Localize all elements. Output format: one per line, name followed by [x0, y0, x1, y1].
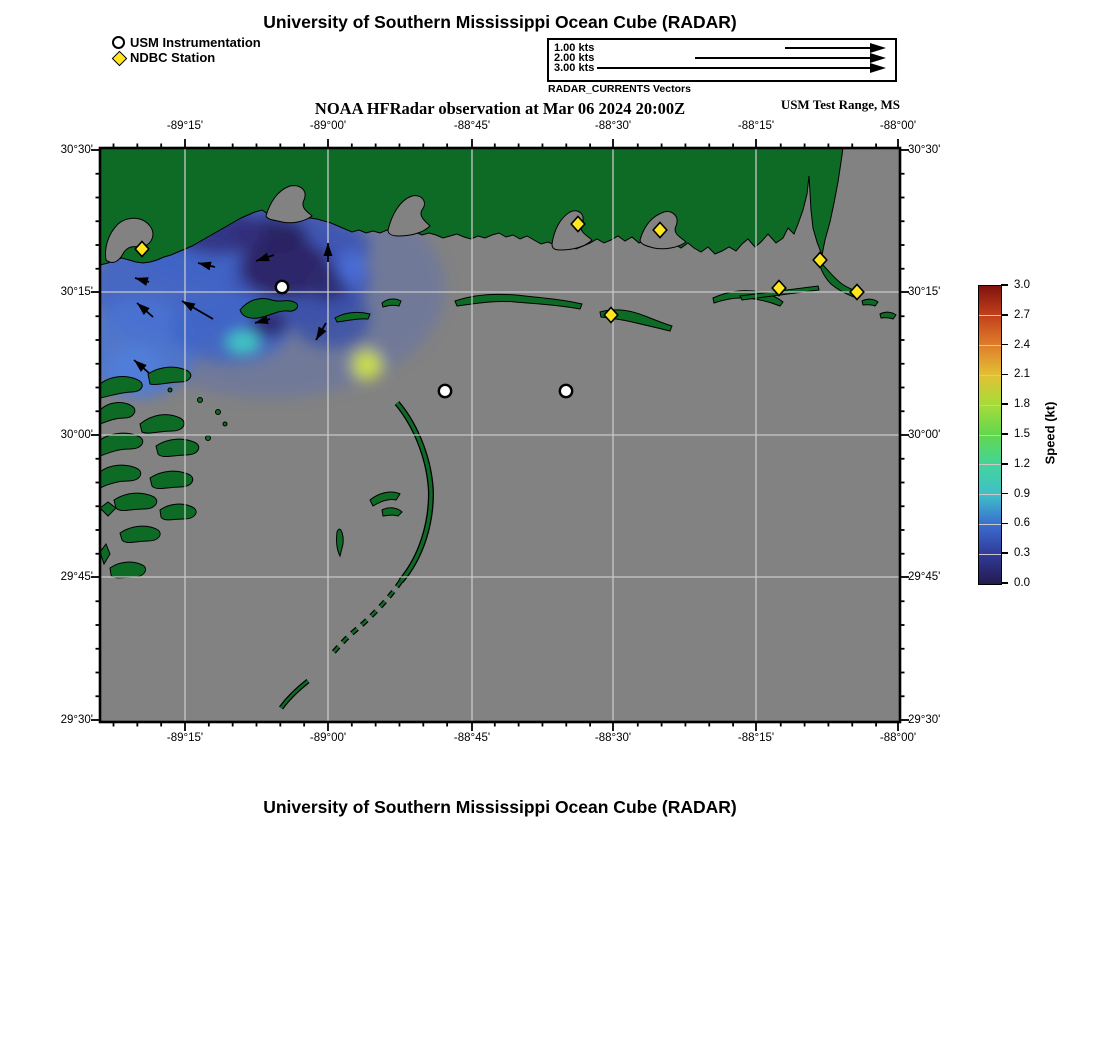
speed-colorbar — [978, 285, 1002, 585]
usm-instrumentation-marker — [276, 281, 288, 293]
bottom-title: University of Southern Mississippi Ocean Cube (RADAR) — [263, 797, 737, 817]
colorbar-tick-label: 0.9 — [1014, 487, 1030, 500]
legend-usm-label: USM Instrumentation — [130, 35, 261, 50]
colorbar-separator — [979, 524, 1001, 525]
y-axis-label-right: 30°00' — [908, 429, 941, 441]
page-title: University of Southern Mississippi Ocean Cube (RADAR) — [263, 12, 737, 32]
x-axis-label-bottom: -88°00' — [879, 732, 917, 744]
y-axis-label-right: 30°30' — [908, 144, 941, 156]
x-axis-label-bottom: -88°30' — [594, 732, 632, 744]
colorbar-tick-label: 0.6 — [1014, 517, 1030, 530]
colorbar-tick — [1001, 552, 1008, 554]
y-axis-label-right: 30°15' — [908, 286, 941, 298]
speed-blob — [227, 332, 259, 352]
colorbar-title: Speed (kt) — [1042, 401, 1058, 465]
island — [862, 299, 878, 306]
colorbar-separator — [979, 435, 1001, 436]
colorbar-separator — [979, 405, 1001, 406]
colorbar-tick — [1001, 344, 1008, 346]
colorbar-tick-label: 0.0 — [1014, 577, 1030, 589]
colorbar-tick-label: 2.1 — [1014, 368, 1030, 381]
usm-instrumentation-marker — [439, 385, 451, 397]
usm-instrumentation-marker — [560, 385, 572, 397]
colorbar-separator — [979, 315, 1001, 316]
vector-scale-label: 1.00 kts — [554, 42, 595, 54]
colorbar-tick — [1001, 493, 1008, 495]
colorbar-tick — [1001, 314, 1008, 316]
x-axis-label-top: -89°00' — [309, 120, 347, 132]
colorbar-tick-label: 2.7 — [1014, 308, 1030, 321]
y-axis-label-left: 30°15' — [60, 286, 93, 298]
colorbar-tick-label: 1.8 — [1014, 398, 1030, 411]
observation-subtitle: NOAA HFRadar observation at Mar 06 2024 20:00Z — [314, 99, 686, 118]
colorbar-tick-label: 0.3 — [1014, 547, 1030, 560]
x-axis-label-bottom: -88°45' — [453, 732, 491, 744]
colorbar-tick — [1001, 463, 1008, 465]
test-range-label: USM Test Range, MS — [780, 97, 900, 112]
x-axis-label-top: -88°30' — [594, 120, 632, 132]
vector-scale-label: 3.00 kts — [554, 62, 595, 74]
vector-scale-label: 2.00 kts — [554, 52, 595, 64]
y-axis-label-left: 29°30' — [60, 714, 93, 726]
x-axis-label-top: -88°00' — [879, 120, 917, 132]
colorbar-separator — [979, 464, 1001, 465]
y-axis-label-right: 29°45' — [908, 571, 941, 583]
y-axis-label-left: 30°30' — [60, 144, 93, 156]
legend-ndbc-label: NDBC Station — [130, 50, 216, 65]
colorbar-tick — [1001, 523, 1008, 525]
colorbar-separator — [979, 345, 1001, 346]
colorbar-tick — [1001, 403, 1008, 405]
x-axis-label-top: -88°45' — [453, 120, 491, 132]
x-axis-label-top: -89°15' — [166, 120, 204, 132]
vector-scale-caption: RADAR_CURRENTS Vectors — [548, 83, 691, 95]
y-axis-label-left: 30°00' — [60, 429, 93, 441]
colorbar-tick-label: 3.0 — [1014, 279, 1030, 291]
y-axis-label-right: 29°30' — [908, 714, 941, 726]
colorbar-tick-label: 2.4 — [1014, 338, 1030, 351]
x-axis-label-top: -88°15' — [737, 120, 775, 132]
colorbar-separator — [979, 554, 1001, 555]
speed-blob — [338, 250, 366, 286]
colorbar-tick — [1001, 374, 1008, 376]
colorbar-tick-label: 1.2 — [1014, 457, 1030, 470]
speed-blob — [352, 350, 382, 380]
x-axis-label-bottom: -89°00' — [309, 732, 347, 744]
colorbar-tick-label: 1.5 — [1014, 428, 1030, 440]
x-axis-label-bottom: -89°15' — [166, 732, 204, 744]
colorbar-separator — [979, 375, 1001, 376]
y-axis-label-left: 29°45' — [60, 571, 93, 583]
x-axis-label-bottom: -88°15' — [737, 732, 775, 744]
colorbar-tick — [1001, 284, 1008, 286]
colorbar-separator — [979, 494, 1001, 495]
colorbar-tick — [1001, 582, 1008, 584]
island — [880, 312, 896, 319]
colorbar-tick — [1001, 433, 1008, 435]
